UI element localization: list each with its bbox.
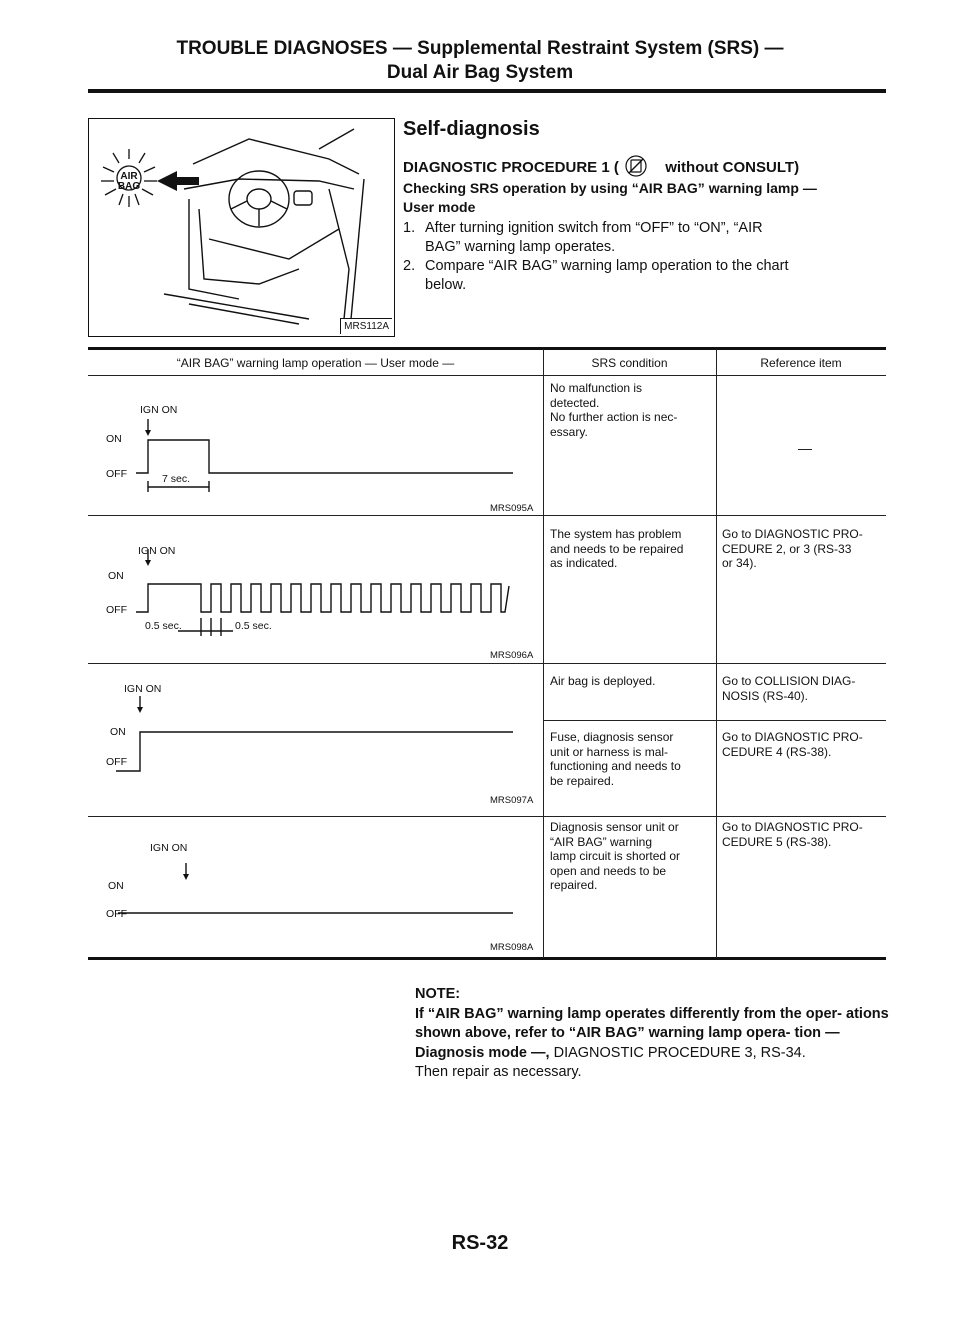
condition-row2: The system has problem and needs to be repaired as indicated. bbox=[550, 527, 684, 570]
page-title-line1: TROUBLE DIAGNOSES — Supplemental Restraint System (SRS) — bbox=[176, 38, 784, 59]
mode-line: User mode bbox=[403, 199, 476, 215]
section-heading: Self-diagnosis bbox=[403, 118, 540, 140]
consult-tool-icon bbox=[625, 155, 647, 177]
page-number: RS-32 bbox=[451, 1232, 509, 1254]
note-label: NOTE: bbox=[415, 986, 461, 1002]
note-last-line: Then repair as necessary. bbox=[415, 1064, 582, 1080]
step-1: 1. After turning ignition switch from “OFF” to “ON”, “AIR BAG” warning lamp operates. bbox=[403, 220, 763, 255]
duration-05sec-b: 0.5 sec. bbox=[235, 620, 272, 632]
off-label-2: OFF bbox=[106, 604, 127, 616]
off-label-1: OFF bbox=[106, 468, 127, 480]
waveform-diagrams bbox=[88, 376, 543, 958]
table-top-rule bbox=[88, 347, 886, 350]
condition-row3a: Air bag is deployed. bbox=[550, 674, 656, 688]
note-bold-text: If “AIR BAG” warning lamp operates differently from the oper- ations shown above, refer to “AIR BAG” warning lamp opera- tion — Diagnosis mode —, bbox=[415, 1005, 889, 1061]
waveform-row2 bbox=[136, 584, 509, 612]
waveform-row1 bbox=[136, 440, 513, 473]
off-label-4: OFF bbox=[106, 908, 127, 920]
header-lamp-operation: “AIR BAG” warning lamp operation — User mode — bbox=[176, 356, 455, 370]
reference-row1: — bbox=[798, 440, 812, 456]
header-srs-condition: SRS condition bbox=[591, 356, 668, 370]
dashboard-airbag-lamp-illustration bbox=[89, 119, 394, 336]
step-2: 2. Compare “AIR BAG” warning lamp operation to the chart below. bbox=[403, 258, 789, 293]
condition-row4: Diagnosis sensor unit or “AIR BAG” warning lamp circuit is shorted or open and needs to be repaired. bbox=[550, 820, 681, 892]
duration-05sec-a: 0.5 sec. bbox=[145, 620, 182, 632]
ign-on-label-2: IGN ON bbox=[138, 545, 176, 557]
on-label-4: ON bbox=[108, 880, 124, 892]
lamp-label-bag: BAG bbox=[117, 181, 141, 192]
ign-on-label-1: IGN ON bbox=[140, 404, 178, 416]
header-rule bbox=[88, 89, 886, 93]
reference-row3a: Go to COLLISION DIAG- NOSIS (RS-40). bbox=[722, 674, 856, 703]
condition-row1: No malfunction is detected. No further action is nec- essary. bbox=[550, 381, 678, 439]
lamp-label-air: AIR bbox=[120, 171, 138, 182]
ign-on-label-4: IGN ON bbox=[150, 842, 188, 854]
row3-inner-rule bbox=[543, 720, 886, 721]
note-block bbox=[415, 985, 895, 1083]
check-line: Checking SRS operation by using “AIR BAG” warning lamp — bbox=[403, 180, 817, 196]
on-label-2: ON bbox=[108, 570, 124, 582]
on-label-1: ON bbox=[106, 433, 122, 445]
reference-row3b: Go to DIAGNOSTIC PRO- CEDURE 4 (RS-38). bbox=[722, 730, 863, 759]
ref-mrs098a: MRS098A bbox=[490, 942, 534, 953]
condition-row3b: Fuse, diagnosis sensor unit or harness is mal- functioning and needs to be repaired. bbox=[550, 730, 681, 788]
figure-airbag-lamp bbox=[88, 118, 395, 337]
page-title-line2: Dual Air Bag System bbox=[386, 62, 574, 83]
ign-on-label-3: IGN ON bbox=[124, 683, 162, 695]
procedure-heading: DIAGNOSTIC PROCEDURE 1 ( without CONSULT) bbox=[403, 155, 799, 177]
col-divider-1 bbox=[543, 349, 544, 958]
header-reference-item: Reference item bbox=[760, 356, 842, 370]
off-label-3: OFF bbox=[106, 756, 127, 768]
duration-7sec: 7 sec. bbox=[162, 473, 191, 485]
waveform-row3 bbox=[116, 732, 513, 771]
ref-mrs097a: MRS097A bbox=[490, 795, 534, 806]
on-label-3: ON bbox=[110, 726, 126, 738]
figure-ref: MRS112A bbox=[340, 318, 392, 334]
reference-row2: Go to DIAGNOSTIC PRO- CEDURE 2, or 3 (RS-33 or 34). bbox=[722, 527, 863, 570]
reference-row4: Go to DIAGNOSTIC PRO- CEDURE 5 (RS-38). bbox=[722, 820, 863, 849]
col-divider-2 bbox=[716, 349, 717, 958]
ref-mrs096a: MRS096A bbox=[490, 650, 534, 661]
note-normal-text: DIAGNOSTIC PROCEDURE 3, RS-34. bbox=[549, 1044, 806, 1061]
ref-mrs095a: MRS095A bbox=[490, 503, 534, 514]
